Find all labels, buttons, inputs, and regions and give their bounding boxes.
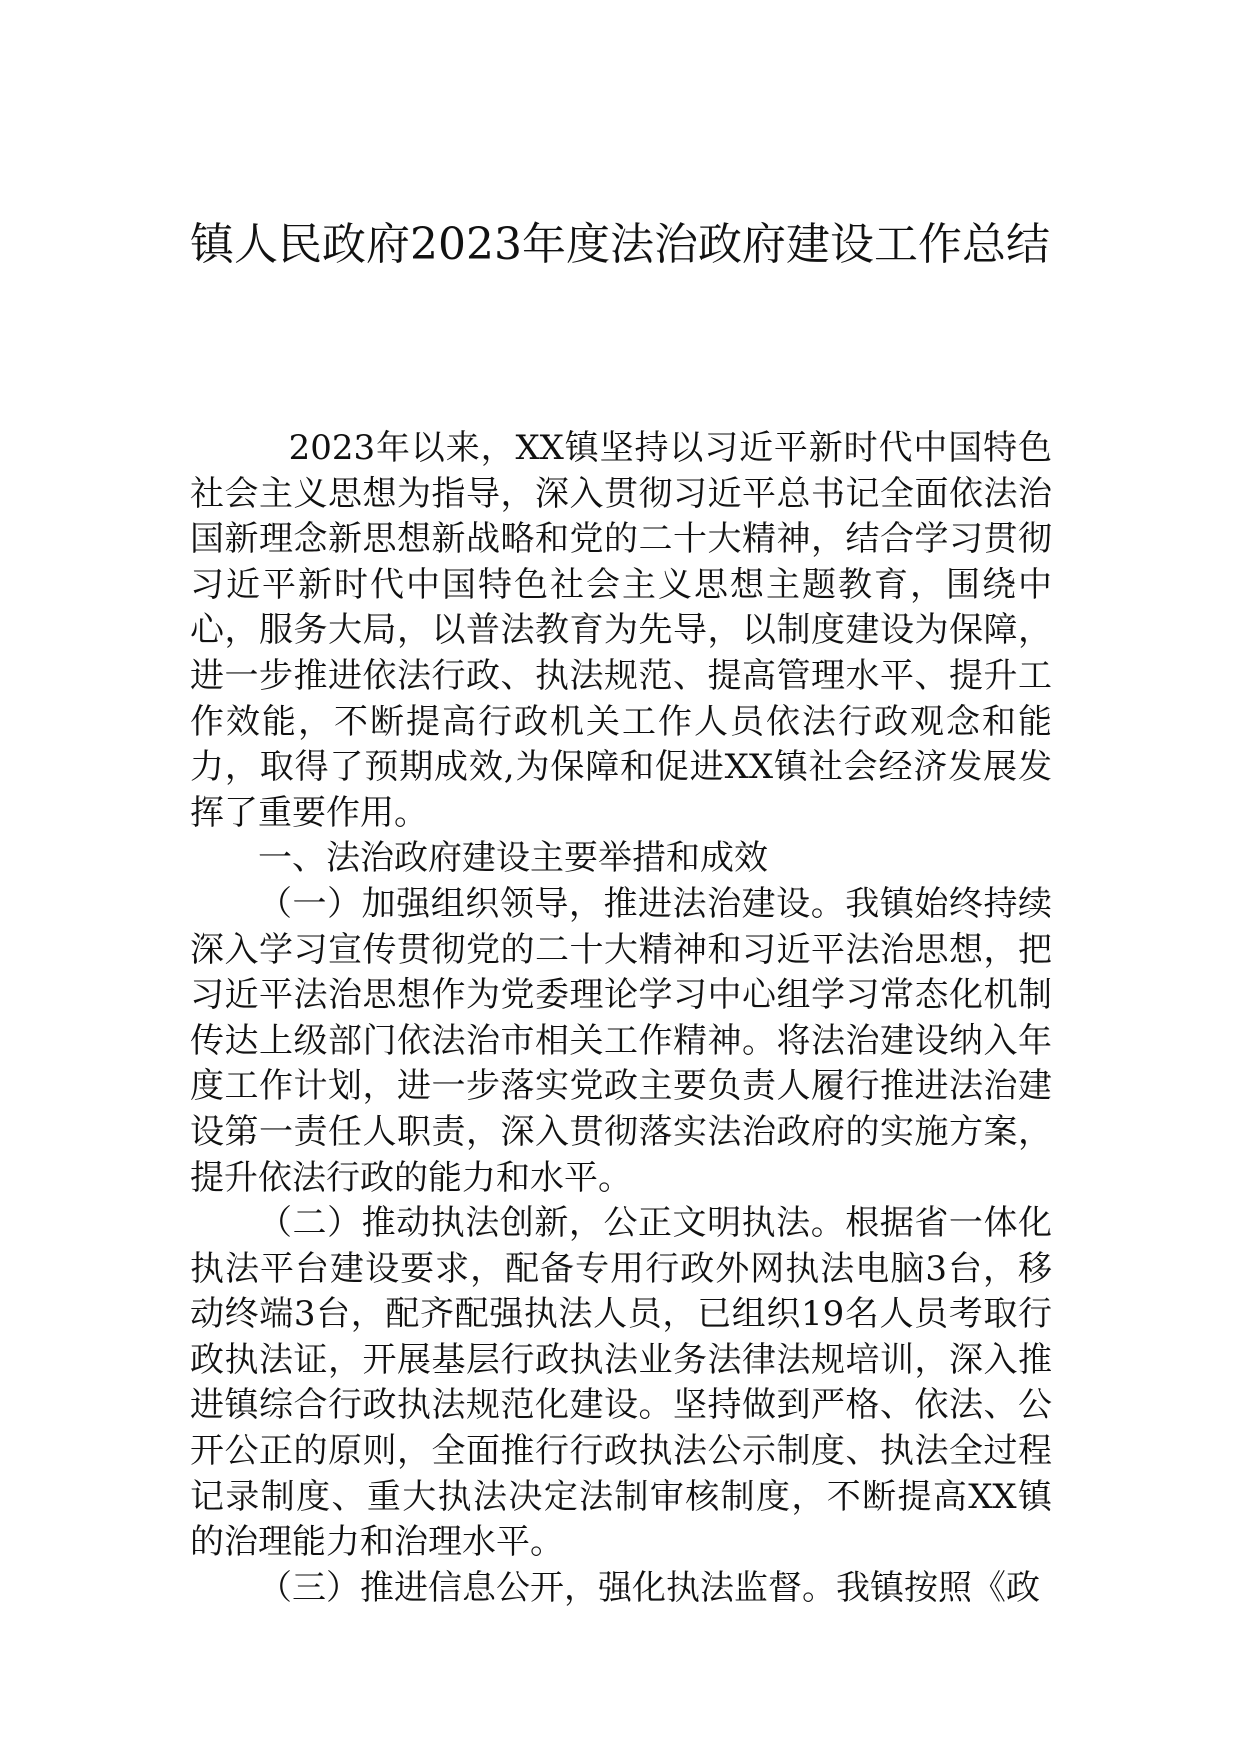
document-title: 镇人民政府2023年度法治政府建设工作总结 [190, 219, 1050, 270]
paragraph-information-disclosure: （三）推进信息公开，强化执法监督。我镇按照《政 [258, 1567, 1040, 1608]
paragraph-enforcement-innovation: （二）推动执法创新，公正文明执法。根据省一体化执法平台建设要求，配备专用行政外网执法电脑3台，移动终端3台，配齐配强执法人员，已组织19名人员考取行政执法证，开展基层行政执法业务法律法规培训，深入推进镇综合行政执法规范化建设。坚持做到严格、依法、公开公正的原则，全面推行行政执法公示制度、执法全过程记录制度、重大执法决定法制审核制度，不断提高XX镇的治理能力和治理水平。 [190, 1203, 1052, 1563]
document-body [190, 426, 1052, 1611]
section-heading: 一、法治政府建设主要举措和成效 [258, 838, 768, 879]
paragraph-organization-leadership: （一）加强组织领导，推进法治建设。我镇始终持续深入学习宣传贯彻党的二十大精神和习近平法治思想，把习近平法治思想作为党委理论学习中心组学习常态化机制传达上级部门依法治市相关工作精神。将法治建设纳入年度工作计划，进一步落实党政主要负责人履行推进法治建设第一责任人职责，深入贯彻落实法治政府的实施方案，提升依法行政的能力和水平。 [190, 883, 1052, 1198]
intro-paragraph: 2023年以来，XX镇坚持以习近平新时代中国特色社会主义思想为指导，深入贯彻习近平总书记全面依法治国新理念新思想新战略和党的二十大精神，结合学习贯彻习近平新时代中国特色社会主义思想主题教育，围绕中心，服务大局，以普法教育为先导，以制度建设为保障，进一步推进依法行政、执法规范、提高管理水平、提升工作效能，不断提高行政机关工作人员依法行政观念和能力，取得了预期成效,为保障和促进XX镇社会经济发展发挥了重要作用。 [190, 428, 1052, 833]
